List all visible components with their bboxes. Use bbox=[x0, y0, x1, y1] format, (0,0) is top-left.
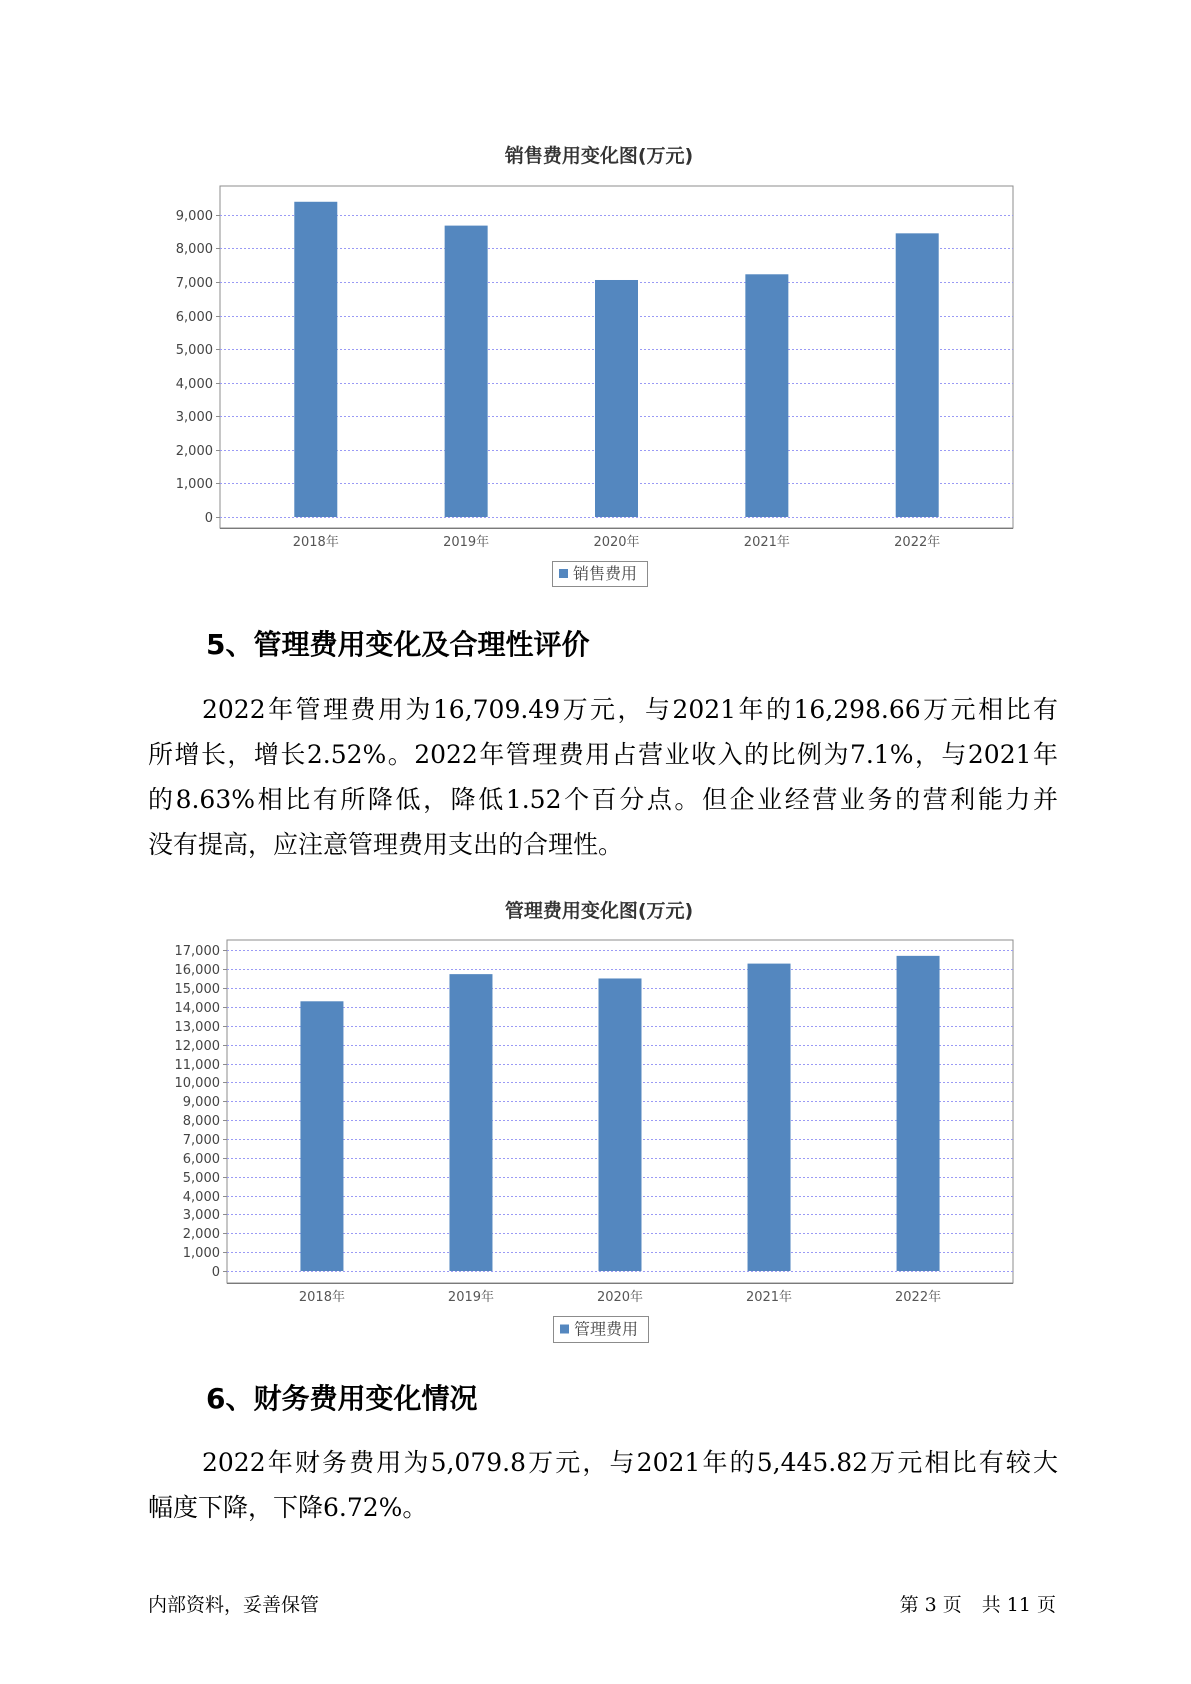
legend bbox=[554, 1317, 649, 1343]
x-tick-label: 2020年 bbox=[596, 1290, 644, 1305]
bar-2022 bbox=[897, 956, 940, 1271]
paragraph-line: 幅度下降，下降6.72%。 bbox=[148, 1493, 428, 1522]
footer-confidential-note: 内部资料，妥善保管 bbox=[148, 1594, 320, 1616]
y-tick-label: 6,000 bbox=[175, 310, 213, 325]
y-tick-label: 5,000 bbox=[182, 1171, 220, 1186]
admin-expense-paragraph bbox=[148, 687, 1058, 867]
y-tick-label: 9,000 bbox=[182, 1095, 220, 1110]
y-tick-label: 13,000 bbox=[174, 1020, 220, 1035]
bar-2022 bbox=[896, 233, 939, 517]
x-tick-label: 2019年 bbox=[447, 1290, 495, 1305]
x-tick-label: 2019年 bbox=[443, 535, 490, 550]
x-tick-label: 2018年 bbox=[298, 1290, 345, 1305]
y-tick-label: 10,000 bbox=[174, 1076, 220, 1091]
y-tick-label: 1,000 bbox=[182, 1246, 220, 1261]
x-tick-label: 2022年 bbox=[895, 1290, 942, 1305]
y-tick-label: 8,000 bbox=[175, 242, 213, 257]
y-tick-label: 7,000 bbox=[182, 1133, 220, 1148]
y-tick-label: 2,000 bbox=[175, 444, 213, 459]
y-tick-label: 16,000 bbox=[174, 963, 220, 978]
paragraph-line: 没有提高，应注意管理费用支出的合理性。 bbox=[148, 830, 624, 859]
y-tick-label: 5,000 bbox=[175, 343, 213, 358]
y-tick-label: 14,000 bbox=[174, 1001, 220, 1016]
admin-expense-chart bbox=[0, 880, 1191, 1360]
bar-2021 bbox=[748, 964, 791, 1271]
section-heading-finance-expense: 6、财务费用变化情况 bbox=[206, 1382, 478, 1415]
y-tick-label: 4,000 bbox=[175, 377, 213, 392]
y-tick-label: 7,000 bbox=[175, 276, 213, 291]
footer-page-number bbox=[900, 1592, 1056, 1618]
x-tick-label: 2021年 bbox=[745, 1290, 793, 1305]
legend-swatch bbox=[560, 1325, 569, 1334]
y-tick-label: 0 bbox=[204, 511, 213, 526]
y-tick-label: 9,000 bbox=[175, 209, 213, 224]
legend-swatch bbox=[559, 569, 568, 578]
legend-label: 销售费用 bbox=[573, 564, 638, 583]
y-tick-label: 11,000 bbox=[174, 1058, 220, 1073]
legend-label: 管理费用 bbox=[574, 1319, 639, 1339]
y-tick-label: 2,000 bbox=[182, 1227, 220, 1242]
y-tick-label: 6,000 bbox=[182, 1152, 220, 1167]
y-tick-label: 15,000 bbox=[174, 982, 220, 997]
paragraph-line: 2022年财务费用为5,079.8万元，与2021年的5,445.82万元相比有较大 bbox=[202, 1448, 1058, 1477]
finance-expense-paragraph bbox=[148, 1440, 1058, 1530]
bar-2021 bbox=[745, 274, 788, 517]
legend bbox=[553, 562, 648, 587]
bar-2019 bbox=[449, 974, 492, 1271]
bar-2018 bbox=[300, 1001, 343, 1271]
total-pages-label: 共 11 页 bbox=[981, 1594, 1056, 1616]
bar-2020 bbox=[595, 280, 638, 517]
paragraph-line: 2022年管理费用为16,709.49万元，与2021年的16,298.66万元相比有 bbox=[202, 695, 1058, 724]
y-tick-label: 8,000 bbox=[182, 1114, 220, 1129]
bar-2019 bbox=[445, 226, 488, 517]
bar-2020 bbox=[599, 978, 642, 1271]
y-tick-label: 0 bbox=[211, 1265, 220, 1280]
y-tick-label: 1,000 bbox=[175, 477, 213, 492]
y-tick-label: 12,000 bbox=[174, 1039, 220, 1054]
y-tick-label: 4,000 bbox=[182, 1190, 220, 1205]
x-tick-label: 2021年 bbox=[743, 535, 790, 550]
section-heading-admin-expense: 5、管理费用变化及合理性评价 bbox=[206, 628, 590, 661]
x-tick-label: 2022年 bbox=[894, 535, 941, 550]
y-tick-label: 17,000 bbox=[174, 944, 220, 959]
sales-expense-chart bbox=[0, 120, 1191, 600]
paragraph-line: 的8.63%相比有所降低，降低1.52个百分点。但企业经营业务的营利能力并 bbox=[148, 785, 1058, 814]
x-tick-label: 2018年 bbox=[292, 535, 339, 550]
y-tick-label: 3,000 bbox=[182, 1208, 220, 1223]
chart-title: 销售费用变化图(万元) bbox=[504, 145, 694, 167]
chart-title: 管理费用变化图(万元) bbox=[504, 900, 694, 922]
x-tick-label: 2020年 bbox=[593, 535, 640, 550]
current-page-label: 第 3 页 bbox=[899, 1594, 962, 1616]
y-tick-label: 3,000 bbox=[175, 410, 213, 425]
paragraph-line: 所增长，增长2.52%。2022年管理费用占营业收入的比例为7.1%，与2021年 bbox=[148, 740, 1058, 769]
bar-2018 bbox=[294, 202, 337, 517]
